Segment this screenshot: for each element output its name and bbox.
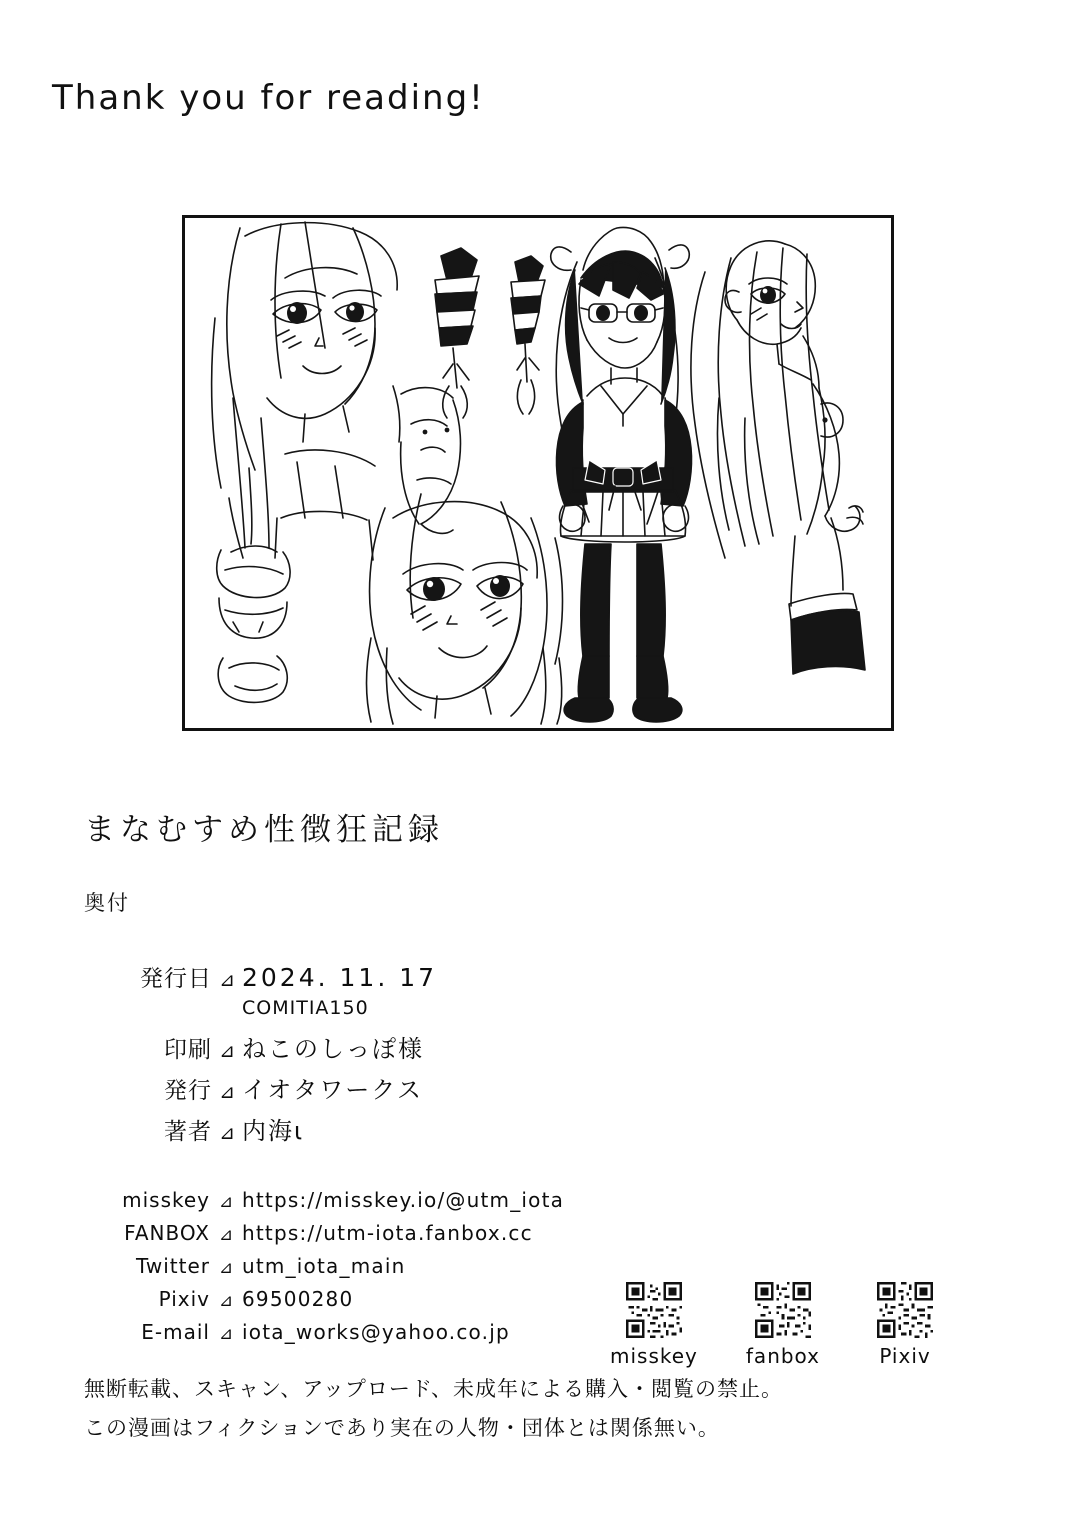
- colophon-row: [84, 1111, 644, 1146]
- colophon-separator-icon: ⊿: [219, 969, 235, 991]
- qr-code-icon[interactable]: [617, 1282, 691, 1338]
- link-value[interactable]: https://misskey.io/@utm_iota: [242, 1188, 565, 1212]
- colophon-key: 著者: [164, 1119, 212, 1145]
- colophon-separator-icon: ⊿: [219, 1081, 235, 1103]
- colophon-row: [84, 1070, 644, 1105]
- link-separator-icon: ⊿: [218, 1324, 234, 1344]
- colophon-block: [84, 960, 644, 1152]
- qr-item-misskey[interactable]: [610, 1282, 698, 1368]
- link-key: E-mail: [141, 1320, 210, 1344]
- colophon-separator-icon: ⊿: [219, 1122, 235, 1144]
- qr-caption: Pixiv: [879, 1344, 931, 1368]
- colophon-row: [84, 1029, 644, 1064]
- colophon-key: 発行: [164, 1078, 212, 1104]
- link-row-misskey: [84, 1188, 704, 1212]
- page-title: まなむすめ性徴狂記録: [84, 812, 444, 848]
- qr-caption: fanbox: [745, 1344, 821, 1368]
- link-separator-icon: ⊿: [218, 1225, 234, 1245]
- qr-code-icon[interactable]: [746, 1282, 820, 1338]
- colophon-value: 2024. 11. 17: [242, 963, 438, 992]
- link-separator-icon: ⊿: [218, 1192, 234, 1212]
- link-value[interactable]: 69500280: [242, 1287, 354, 1311]
- qr-caption: misskey: [610, 1344, 698, 1368]
- qr-item-pixiv[interactable]: [868, 1282, 942, 1368]
- illustration-frame: [182, 215, 894, 731]
- link-key: FANBOX: [124, 1221, 210, 1245]
- link-row-fanbox: [84, 1221, 704, 1245]
- link-key: Twitter: [135, 1254, 210, 1278]
- link-separator-icon: ⊿: [218, 1291, 234, 1311]
- colophon-key: 発行日: [140, 966, 212, 992]
- link-row-twitter: [84, 1254, 704, 1278]
- colophon-key: 印刷: [164, 1037, 212, 1063]
- colophon-value: 内海ι: [242, 1117, 305, 1145]
- colophon-heading: 奥付: [84, 891, 130, 915]
- colophon-subvalue: COMITIA150: [242, 997, 369, 1019]
- link-separator-icon: ⊿: [218, 1258, 234, 1278]
- link-value[interactable]: utm_iota_main: [242, 1254, 406, 1278]
- link-key: misskey: [122, 1188, 210, 1212]
- qr-code-group: [610, 1282, 942, 1368]
- colophon-value: ねこのしっぽ様: [242, 1035, 424, 1063]
- link-value[interactable]: iota_works@yahoo.co.jp: [242, 1320, 510, 1344]
- qr-code-icon[interactable]: [868, 1282, 942, 1338]
- legal-notices: [84, 1373, 1014, 1451]
- notice-line: 無断転載、スキャン、アップロード、未成年による購入・閲覧の禁止。: [84, 1377, 783, 1401]
- qr-item-fanbox[interactable]: [746, 1282, 820, 1368]
- colophon-separator-icon: ⊿: [219, 1040, 235, 1062]
- link-value[interactable]: https://utm-iota.fanbox.cc: [242, 1221, 533, 1245]
- colophon-value: イオタワークス: [242, 1076, 424, 1104]
- character-sketch-sheet-icon: [185, 218, 891, 728]
- notice-line: この漫画はフィクションであり実在の人物・団体とは関係無い。: [84, 1416, 720, 1440]
- thank-you-heading: Thank you for reading!: [52, 78, 485, 118]
- colophon-row: [84, 960, 644, 993]
- link-key: Pixiv: [158, 1287, 210, 1311]
